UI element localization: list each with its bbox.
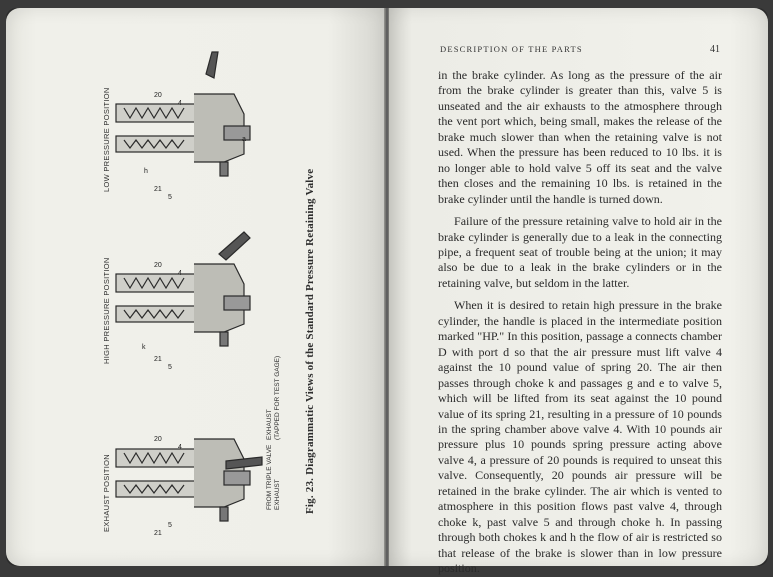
ref-h: h [144,168,148,175]
ref-4-high: 4 [178,270,182,277]
ref-5-high: 5 [168,364,172,371]
paragraph-1: in the brake cylinder. As long as the pressure of the air from the brake cylinder is greater than this, valve 5 is unseated and the air exhausts to the atmosphere through the vent port which, being small, makes the release of the brake much slower than when the retaining valve is not used. When the pressure has been reduced to 10 lbs. it is no longer able to hold valve 5 off its seat and the valve then closes and the remaining 10 lbs. is retained in the brake cylinder until the handle is turned down. [438,68,722,206]
low-pressure-diagram [116,52,250,176]
ref-21-high: 21 [154,356,162,363]
annotation-exhaust-tapped: EXHAUST (TAPPED FOR TEST GAGE) [266,355,281,440]
ref-4-low: 4 [178,100,182,107]
ref-21-exhaust: 21 [154,530,162,537]
high-pressure-diagram [116,232,250,346]
ref-5-low: 5 [168,194,172,201]
figure-caption: Fig. 23. Diagrammatic Views of the Standard Pressure Retaining Valve [304,168,316,514]
label-high-pressure: HIGH PRESSURE POSITION [102,257,111,364]
ref-4-exhaust: 4 [178,444,182,451]
label-low-pressure: LOW PRESSURE POSITION [102,87,111,192]
figure-23 [94,44,354,544]
paragraph-3: When it is desired to retain high pressure in the brake cylinder, the handle is placed in the intermediate position marked "HP." In this position, passage a connects chamber D with port d so that the air pressure must lift valve 4 against the 10 pound value of spring 20. The air then passes through choke k and passages g and e to valve 5, which will be lifted from its seat against the 10 pound value of its spring 21, resulting in a pressure of 10 pounds in the spring chamber above valve 4. With 10 pounds air pressure plus 10 pounds spring pressure acting above valve 4, a pressure of 20 pounds is required to unseat this valve. Consequently, 20 pounds air pressure will be retained in the brake cylinder. The air which is vented to atmosphere in this position flows past valve 4, through choke k, past valve 5 and through choke h. In passing through both chokes k and h the flow of air is restricted so that release of the brake is slower than in low pressure position. [438,298,722,576]
paragraph-2: Failure of the pressure retaining valve to hold air in the brake cylinder is generally due to a leak in the connecting pipe, a frequent seat of trouble being at the union; it may also be due to a leak in the brake cylinders or in the retaining valve, but seldom in the latter. [438,214,722,290]
running-header [440,44,720,54]
ref-k: k [142,344,146,351]
header-title: DESCRIPTION OF THE PARTS [440,44,583,54]
annotation-from-triple-valve: FROM TRIPLE VALVE EXHAUST [266,444,281,510]
ref-a: a [242,136,246,143]
label-exhaust-position: EXHAUST POSITION [102,453,111,532]
page-number: 41 [710,44,720,55]
ref-20-exhaust: 20 [154,436,162,443]
ref-21-low: 21 [154,186,162,193]
ref-20-high: 20 [154,262,162,269]
ref-5-exhaust: 5 [168,522,172,529]
ref-20-low: 20 [154,92,162,99]
page-body-text [438,68,722,577]
left-page [6,8,385,566]
exhaust-diagram [116,439,262,521]
